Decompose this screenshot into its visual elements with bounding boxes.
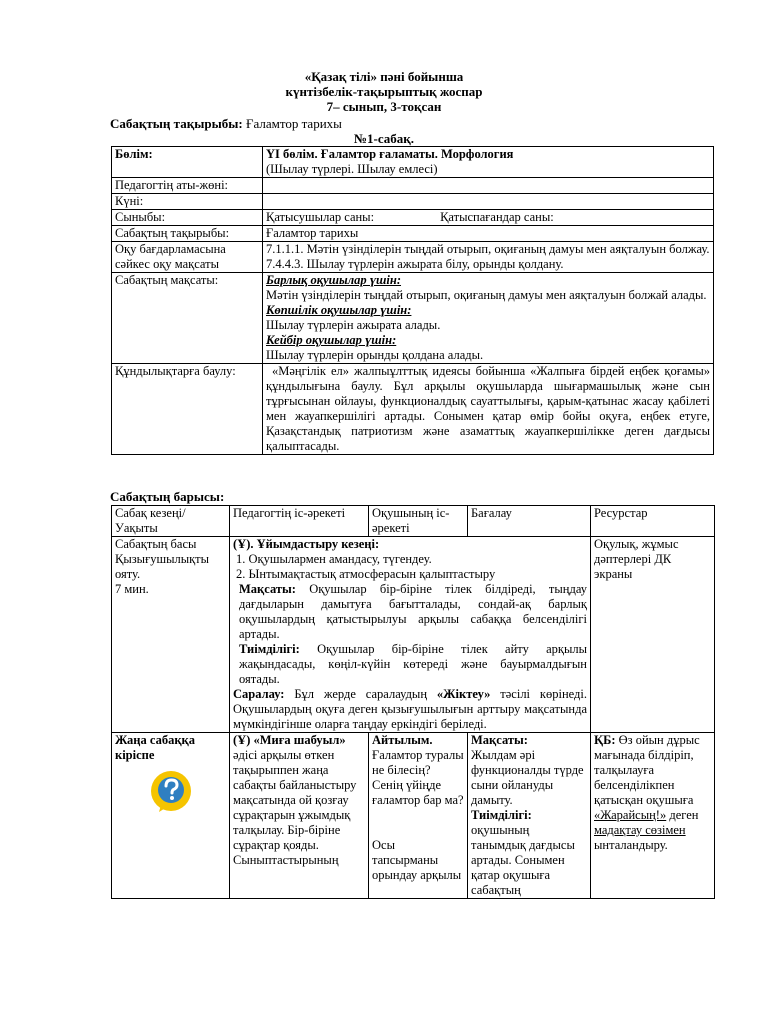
goals-label: Оқу бағдарламасына сәйкес оқу мақсаты — [112, 242, 263, 273]
org-differentiation — [233, 687, 587, 732]
teacher-label: Педагогтің аты-жөні: — [112, 178, 263, 194]
table-row — [112, 178, 714, 194]
org-step-1: 1. Оқушылармен амандасу, түгендеу. — [236, 552, 432, 566]
table-header-row — [112, 506, 715, 537]
goals-cell — [263, 242, 714, 273]
progress-title: Сабақтың барысы: — [110, 489, 225, 504]
eval-eff-text: оқушының танымдық дағдысы артады. Сонымен қатар оқушыға сабақтың — [471, 823, 575, 897]
student-activity-cell — [369, 733, 468, 899]
lesson-topic — [110, 116, 342, 131]
lesson-info-table — [111, 146, 714, 455]
org-diff-method: «Жіктеу» — [436, 687, 491, 701]
topic-value: Ғаламтор тарихы — [263, 226, 714, 242]
section-value: ҮІ бөлім. Ғаламтор ғаламаты. Морфология — [266, 147, 514, 161]
stage-label: Жаңа сабаққа кіріспе — [115, 733, 195, 762]
teacher-method-title: (Ұ) «Миға шабуыл» — [233, 733, 346, 747]
eval-eff-label: Тиімділігі: — [471, 808, 532, 822]
section-label: Бөлім: — [112, 147, 263, 178]
lesson-progress-table — [111, 505, 715, 899]
lesson-topic-label: Сабақтың тақырыбы: — [110, 116, 243, 131]
fa-motivation: мадақтау сөзімен — [594, 823, 686, 837]
aims-label: Сабақтың мақсаты: — [112, 273, 263, 364]
absent-label: Қатыспағандар саны: — [440, 210, 554, 224]
col-header: Ресурстар — [591, 506, 715, 537]
teacher-activity-cell — [230, 733, 369, 899]
aim-some-text: Шылау түрлерін орынды қолдана алады. — [266, 348, 484, 362]
teacher-value — [263, 178, 714, 194]
table-row — [112, 537, 715, 733]
header-line-1: «Қазақ тілі» пәні бойынша — [304, 69, 464, 84]
org-diff-label: Саралау: — [233, 687, 285, 701]
student-activity-title: Айтылым. — [372, 733, 433, 747]
section-sub: (Шылау түрлері. Шылау емлесі) — [266, 162, 438, 176]
organization-cell — [230, 537, 591, 733]
values-label: Құндылықтарға баулу: — [112, 364, 263, 455]
aim-all-text: Мәтін үзінділерін тыңдай отырып, оқиғаның дамуы мен аяқталуын болжай алады. — [266, 288, 707, 302]
lesson-number: №1-сабақ. — [353, 131, 415, 146]
org-aim — [233, 582, 587, 642]
table-row — [112, 242, 714, 273]
org-eff-text: Оқушылар бір-біріне тілек айту арқылы жақындасады, көңіл-күйін көтереді және бауырмалдығын оятады. — [239, 642, 587, 686]
goal-1: 7.1.1.1. Мәтін үзінділерін тыңдай отырып, оқиғаның дамуы мен аяқталуын болжау. — [266, 242, 710, 256]
col-header: Бағалау — [468, 506, 591, 537]
header-line-2: күнтізбелік-тақырыптық жоспар — [285, 84, 483, 99]
lesson-topic-value: Ғаламтор тарихы — [242, 116, 342, 131]
fa-praise: «Жарайсың!» — [594, 808, 667, 822]
org-diff-text-a: Бұл жерде саралаудың — [284, 687, 437, 701]
stage-cell — [112, 537, 230, 733]
fa-text-b: деген — [666, 808, 699, 822]
section-cell — [263, 147, 714, 178]
header-line-3: 7– сынып, 3-тоқсан — [326, 99, 442, 114]
aim-most-text: Шылау түрлерін ажырата алады. — [266, 318, 441, 332]
org-effectiveness — [233, 642, 587, 687]
attendance-cell — [263, 210, 714, 226]
aim-most-title: Көпшілік оқушылар үшін: — [266, 303, 412, 317]
org-diff-text-b: тәсілі көрінеді. Оқушылардың оқуға деген қызығушылығын арттыру мақсатында мүмкіндігінше оларға таңдау еркіндігі беріледі. — [233, 687, 587, 731]
table-row — [112, 273, 714, 364]
resources-cell: Оқулық, жұмыс дәптерлері ДК экраны — [591, 537, 715, 733]
values-text: «Мәңгілік ел» жалпыұлттық идеясы бойынша «Жалпыға бірдей еңбек қоғамы» құндылығына баулу. Бұл арқылы оқушыларда шығармашылық және сын тұрғысынан ойлауы, функционалдық сауаттылығы, қарым-қатынас жасау қабілеті мен жауапкершілігі артады. Сонымен қатар өмір бойы оқуға, еңбек етуге, Қазақстандық патриотизм және азаматтық жауапкершілікке деген дағдысы қалыптасады. — [263, 364, 714, 455]
fa-label: ҚБ: — [594, 733, 616, 747]
col-header: Сабақ кезеңі/Уақыты — [112, 506, 230, 537]
date-label: Күні: — [112, 194, 263, 210]
org-aim-label: Мақсаты: — [239, 582, 296, 596]
org-step-2: 2. Ынтымақтастық атмосферасын қалыптастыру — [236, 567, 496, 581]
fa-text-a: Өз ойын дұрыс мағынада білдіріп, талқылауға белсенділікпен қатысқан оқушыға — [594, 733, 700, 807]
table-row — [112, 364, 714, 455]
fa-text-c: ынталандыру. — [594, 838, 668, 852]
teacher-method-text: әдісі арқылы өткен тақырыппен жаңа сабақты байланыстыру мақсатында ой қозғау сұрақтарын ұжымдық талқылау. Бір-біріне сұрақтар қояды. Сыныптастырының — [233, 748, 357, 867]
stage-label: Сабақтың басы Қызығушылықты ояту. — [115, 537, 210, 581]
topic-label: Сабақтың тақырыбы: — [112, 226, 263, 242]
org-title: (Ұ). Ұйымдастыру кезеңі: — [233, 537, 380, 551]
date-value — [263, 194, 714, 210]
eval-aim-text: Жылдам әрі функционалды түрде сыни ойлануды дамыту. — [471, 748, 584, 807]
table-row — [112, 226, 714, 242]
student-activity-text: Ғаламтор туралы не білесің? Сенің үйіңде ғаламтор бар ма? — [372, 748, 464, 807]
class-label: Сыныбы: — [112, 210, 263, 226]
table-row — [112, 210, 714, 226]
goal-2: 7.4.4.3. Шылау түрлерін ажырата білу, орынды қолдану. — [266, 257, 564, 271]
present-label: Қатысушылар саны: — [266, 210, 375, 224]
stage-cell — [112, 733, 230, 899]
org-eff-label: Тиімділігі: — [239, 642, 300, 656]
aim-some-title: Кейбір оқушылар үшін: — [266, 333, 397, 347]
stage-time: 7 мин. — [115, 582, 149, 596]
table-row — [112, 733, 715, 899]
col-header: Оқушының іс-әрекеті — [369, 506, 468, 537]
aim-all-title: Барлық оқушылар үшін: — [266, 273, 402, 287]
student-activity-text-2: Осы тапсырманы орындау арқылы — [372, 838, 462, 882]
table-row — [112, 194, 714, 210]
question-bubble-icon — [149, 769, 193, 813]
col-header: Педагогтің іс-әрекеті — [230, 506, 369, 537]
aims-cell — [263, 273, 714, 364]
org-aim-text: Оқушылар бір-біріне тілек білдіреді, тыңдау дағдыларын дамытуға бағытталады, сондай-ақ барлық оқушылардың қатыстырылуы арқылы сабаққа белсенділігі артады. — [239, 582, 587, 641]
evaluation-cell — [468, 733, 591, 899]
table-row — [112, 147, 714, 178]
eval-aim-label: Мақсаты: — [471, 733, 528, 747]
formative-assessment-cell — [591, 733, 715, 899]
